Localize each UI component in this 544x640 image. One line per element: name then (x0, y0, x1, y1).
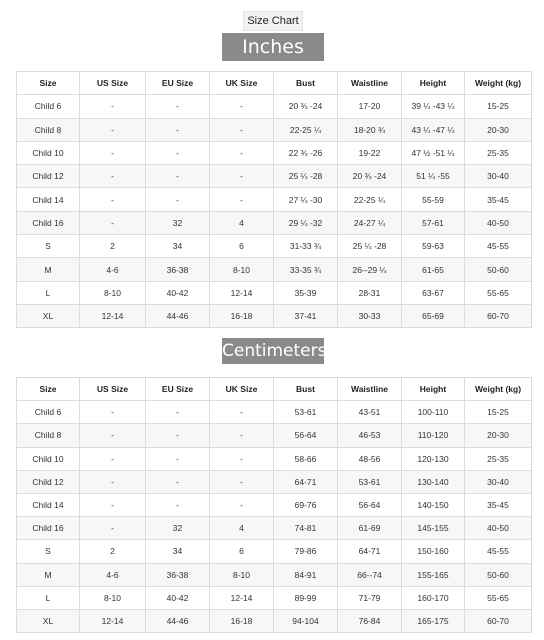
cell-height: 65-69 (402, 304, 465, 327)
cell-height: 51 ¼ -55 (402, 165, 465, 188)
cell-waistline: 64-71 (338, 540, 402, 563)
cell-weight: 15-25 (465, 95, 532, 118)
cell-uk-size: 6 (210, 235, 274, 258)
cell-waistline: 61-69 (338, 517, 402, 540)
cell-size: S (17, 235, 80, 258)
cell-eu-size: 32 (146, 517, 210, 540)
cell-height: 39 ¼ -43 ¼ (402, 95, 465, 118)
header-bust: Bust (274, 72, 338, 95)
cell-uk-size: 8-10 (210, 563, 274, 586)
table-row (17, 517, 532, 540)
cell-uk-size: - (210, 447, 274, 470)
cell-weight: 45-55 (465, 540, 532, 563)
cell-eu-size: - (146, 118, 210, 141)
cell-uk-size: 4 (210, 517, 274, 540)
cell-weight: 50-60 (465, 258, 532, 281)
cell-eu-size: 40-42 (146, 586, 210, 609)
cell-height: 55-59 (402, 188, 465, 211)
cell-us-size: 12-14 (80, 609, 146, 632)
cell-weight: 55-65 (465, 281, 532, 304)
header-uk-size: UK Size (210, 378, 274, 401)
table-row (17, 470, 532, 493)
cell-us-size: 8-10 (80, 586, 146, 609)
cell-bust: 89-99 (274, 586, 338, 609)
table-row (17, 401, 532, 424)
cell-bust: 25 ¼ -28 (274, 165, 338, 188)
cell-size: Child 6 (17, 95, 80, 118)
header-us-size: US Size (80, 72, 146, 95)
cell-us-size: - (80, 188, 146, 211)
table-row (17, 141, 532, 164)
table-row (17, 165, 532, 188)
header-weight: Weight (kg) (465, 378, 532, 401)
cell-bust: 33-35 ¾ (274, 258, 338, 281)
cell-us-size: 2 (80, 540, 146, 563)
cell-waistline: 18-20 ¾ (338, 118, 402, 141)
cell-bust: 64-71 (274, 470, 338, 493)
table-row (17, 188, 532, 211)
cell-waistline: 22-25 ¼ (338, 188, 402, 211)
cell-uk-size: 16-18 (210, 609, 274, 632)
cell-waistline: 26--29 ¼ (338, 258, 402, 281)
cell-height: 100-110 (402, 401, 465, 424)
cell-uk-size: - (210, 470, 274, 493)
cell-waistline: 48-56 (338, 447, 402, 470)
cell-size: XL (17, 304, 80, 327)
header-waistline: Waistline (338, 378, 402, 401)
inches-size-table (16, 71, 532, 328)
cell-size: Child 14 (17, 188, 80, 211)
cell-uk-size: - (210, 141, 274, 164)
cell-uk-size: - (210, 165, 274, 188)
cell-waistline: 66--74 (338, 563, 402, 586)
table-row (17, 281, 532, 304)
table-row (17, 118, 532, 141)
cell-eu-size: - (146, 493, 210, 516)
cell-eu-size: 36-38 (146, 258, 210, 281)
cell-eu-size: 40-42 (146, 281, 210, 304)
cell-uk-size: - (210, 493, 274, 516)
cell-eu-size: - (146, 165, 210, 188)
cell-us-size: - (80, 141, 146, 164)
cell-waistline: 28-31 (338, 281, 402, 304)
table-row (17, 493, 532, 516)
header-waistline: Waistline (338, 72, 402, 95)
cell-bust: 29 ¼ -32 (274, 211, 338, 234)
cell-size: Child 16 (17, 517, 80, 540)
cell-eu-size: 36-38 (146, 563, 210, 586)
cell-size: Child 12 (17, 470, 80, 493)
cell-height: 140-150 (402, 493, 465, 516)
table-row (17, 95, 532, 118)
table-row (17, 447, 532, 470)
cell-us-size: - (80, 95, 146, 118)
cell-eu-size: - (146, 470, 210, 493)
cell-size: S (17, 540, 80, 563)
cell-uk-size: 4 (210, 211, 274, 234)
cell-size: Child 12 (17, 165, 80, 188)
header-size: Size (17, 378, 80, 401)
cell-waistline: 17-20 (338, 95, 402, 118)
cell-us-size: 4-6 (80, 563, 146, 586)
cell-height: 47 ½ -51 ¼ (402, 141, 465, 164)
cell-us-size: - (80, 165, 146, 188)
cell-uk-size: - (210, 188, 274, 211)
cell-size: L (17, 586, 80, 609)
cell-size: Child 16 (17, 211, 80, 234)
table-header-row (17, 378, 532, 401)
cell-waistline: 24-27 ¼ (338, 211, 402, 234)
cell-us-size: 8-10 (80, 281, 146, 304)
cell-height: 63-67 (402, 281, 465, 304)
table-row (17, 304, 532, 327)
cell-eu-size: - (146, 141, 210, 164)
cell-bust: 35-39 (274, 281, 338, 304)
centimeters-size-table (16, 377, 532, 633)
cell-size: Child 8 (17, 118, 80, 141)
cell-bust: 74-81 (274, 517, 338, 540)
cell-waistline: 25 ¼ -28 (338, 235, 402, 258)
header-eu-size: EU Size (146, 72, 210, 95)
cell-waistline: 53-61 (338, 470, 402, 493)
cell-us-size: - (80, 424, 146, 447)
cell-uk-size: 8-10 (210, 258, 274, 281)
cell-bust: 58-66 (274, 447, 338, 470)
cell-weight: 40-50 (465, 211, 532, 234)
cell-size: Child 6 (17, 401, 80, 424)
cell-bust: 56-64 (274, 424, 338, 447)
table-row (17, 540, 532, 563)
cell-us-size: - (80, 401, 146, 424)
cell-uk-size: - (210, 401, 274, 424)
cell-us-size: - (80, 493, 146, 516)
cell-uk-size: - (210, 118, 274, 141)
header-bust: Bust (274, 378, 338, 401)
cell-weight: 50-60 (465, 563, 532, 586)
cell-bust: 69-76 (274, 493, 338, 516)
cell-height: 150-160 (402, 540, 465, 563)
cell-height: 59-63 (402, 235, 465, 258)
header-weight: Weight (kg) (465, 72, 532, 95)
cell-bust: 94-104 (274, 609, 338, 632)
cell-height: 120-130 (402, 447, 465, 470)
cell-waistline: 19-22 (338, 141, 402, 164)
cell-eu-size: 34 (146, 540, 210, 563)
cell-bust: 22-25 ¼ (274, 118, 338, 141)
cell-eu-size: - (146, 188, 210, 211)
cell-us-size: 2 (80, 235, 146, 258)
table-row (17, 258, 532, 281)
cell-waistline: 43-51 (338, 401, 402, 424)
cell-bust: 20 ¾ -24 (274, 95, 338, 118)
cell-eu-size: - (146, 401, 210, 424)
cell-size: L (17, 281, 80, 304)
cell-us-size: - (80, 118, 146, 141)
cell-eu-size: 44-46 (146, 304, 210, 327)
table-row (17, 563, 532, 586)
cell-weight: 30-40 (465, 470, 532, 493)
cell-height: 160-170 (402, 586, 465, 609)
table-row (17, 424, 532, 447)
cell-height: 145-155 (402, 517, 465, 540)
cell-bust: 31-33 ¾ (274, 235, 338, 258)
cell-uk-size: 12-14 (210, 281, 274, 304)
cell-eu-size: 34 (146, 235, 210, 258)
cell-eu-size: 32 (146, 211, 210, 234)
cell-bust: 53-61 (274, 401, 338, 424)
table-row (17, 586, 532, 609)
cell-weight: 60-70 (465, 609, 532, 632)
cell-bust: 79-86 (274, 540, 338, 563)
cell-size: Child 10 (17, 141, 80, 164)
table-row (17, 609, 532, 632)
cell-eu-size: 44-46 (146, 609, 210, 632)
cell-eu-size: - (146, 424, 210, 447)
cell-size: XL (17, 609, 80, 632)
cell-eu-size: - (146, 447, 210, 470)
cell-waistline: 30-33 (338, 304, 402, 327)
table-row (17, 211, 532, 234)
cell-waistline: 56-64 (338, 493, 402, 516)
cell-height: 110-120 (402, 424, 465, 447)
cell-waistline: 71-79 (338, 586, 402, 609)
cell-uk-size: 6 (210, 540, 274, 563)
cell-weight: 35-45 (465, 493, 532, 516)
cell-bust: 27 ¼ -30 (274, 188, 338, 211)
cell-us-size: - (80, 517, 146, 540)
header-size: Size (17, 72, 80, 95)
table-row (17, 235, 532, 258)
cell-weight: 25-35 (465, 141, 532, 164)
cell-us-size: - (80, 470, 146, 493)
cell-bust: 22 ¾ -26 (274, 141, 338, 164)
cell-weight: 20-30 (465, 424, 532, 447)
cell-weight: 15-25 (465, 401, 532, 424)
page-title: Size Chart (243, 11, 303, 31)
cell-weight: 20-30 (465, 118, 532, 141)
cell-us-size: - (80, 447, 146, 470)
cell-waistline: 46-53 (338, 424, 402, 447)
cell-height: 43 ¼ -47 ¼ (402, 118, 465, 141)
cell-height: 155-165 (402, 563, 465, 586)
cell-eu-size: - (146, 95, 210, 118)
cell-uk-size: - (210, 95, 274, 118)
cell-weight: 25-35 (465, 447, 532, 470)
table-header-row (17, 72, 532, 95)
cell-height: 165-175 (402, 609, 465, 632)
cell-uk-size: 16-18 (210, 304, 274, 327)
cell-size: Child 14 (17, 493, 80, 516)
cell-size: M (17, 258, 80, 281)
cell-height: 130-140 (402, 470, 465, 493)
cell-weight: 55-65 (465, 586, 532, 609)
centimeters-banner: Centimeters (222, 338, 324, 364)
cell-weight: 60-70 (465, 304, 532, 327)
header-height: Height (402, 378, 465, 401)
cell-us-size: 4-6 (80, 258, 146, 281)
cell-bust: 37-41 (274, 304, 338, 327)
header-height: Height (402, 72, 465, 95)
cell-weight: 45-55 (465, 235, 532, 258)
cell-us-size: - (80, 211, 146, 234)
header-uk-size: UK Size (210, 72, 274, 95)
cell-waistline: 76-84 (338, 609, 402, 632)
header-us-size: US Size (80, 378, 146, 401)
cell-bust: 84-91 (274, 563, 338, 586)
cell-height: 57-61 (402, 211, 465, 234)
cell-waistline: 20 ¾ -24 (338, 165, 402, 188)
header-eu-size: EU Size (146, 378, 210, 401)
cell-uk-size: - (210, 424, 274, 447)
inches-banner: Inches (222, 33, 324, 61)
cell-size: Child 10 (17, 447, 80, 470)
cell-weight: 40-50 (465, 517, 532, 540)
cell-us-size: 12-14 (80, 304, 146, 327)
cell-size: Child 8 (17, 424, 80, 447)
cell-height: 61-65 (402, 258, 465, 281)
cell-weight: 30-40 (465, 165, 532, 188)
cell-weight: 35-45 (465, 188, 532, 211)
cell-size: M (17, 563, 80, 586)
cell-uk-size: 12-14 (210, 586, 274, 609)
